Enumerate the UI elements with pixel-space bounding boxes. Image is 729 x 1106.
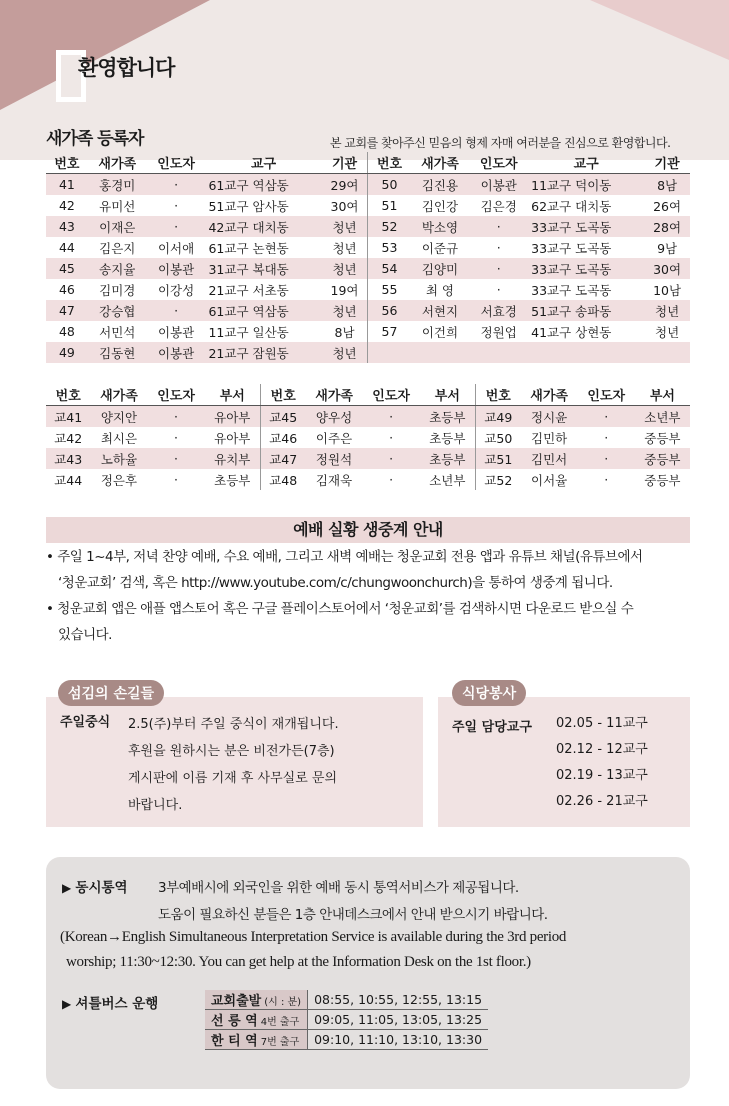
- table-cell: 이준규: [411, 237, 470, 258]
- stop-name: 선 릉 역: [211, 1014, 258, 1029]
- table-cell: 55: [368, 279, 411, 300]
- table-cell: 51교구 송파동: [528, 300, 644, 321]
- table-cell: 이봉관: [147, 342, 206, 363]
- table-cell: 최 영: [411, 279, 470, 300]
- table-cell: 28여: [644, 216, 690, 237]
- table-cell: 21교구 잠원동: [205, 342, 321, 363]
- table-cell: 이봉관: [147, 321, 206, 342]
- table-cell: 유아부: [205, 406, 261, 428]
- table-cell: ·: [363, 427, 420, 448]
- table-cell: 41교구 상현동: [528, 321, 644, 342]
- table-cell: 청년: [644, 300, 690, 321]
- table-cell: 11교구 일산동: [205, 321, 321, 342]
- table-cell: 42교구 대치동: [205, 216, 321, 237]
- table-cell: 이서애: [147, 237, 206, 258]
- kitchen-label: 주일 담당교구: [452, 720, 532, 735]
- shuttle-table: [205, 990, 488, 1050]
- table-cell: 김인강: [411, 195, 470, 216]
- table-cell: 교47: [260, 448, 305, 469]
- column-header: 새가족: [521, 384, 578, 406]
- table-cell: 초등부: [205, 469, 261, 490]
- table-cell: 양지안: [90, 406, 147, 428]
- table-cell: 정시윤: [521, 406, 578, 428]
- table-cell: 31교구 복대동: [205, 258, 321, 279]
- table-cell: 49: [46, 342, 88, 363]
- hands-line: 2.5(주)부터 주일 중식이 재개됩니다.: [128, 717, 339, 732]
- table-row: [46, 469, 690, 490]
- column-header: 새가족: [90, 384, 147, 406]
- table-cell: ·: [578, 448, 635, 469]
- hands-label: 주일중식: [60, 715, 111, 730]
- triangle-icon: ▶: [62, 997, 76, 1011]
- table-cell: 송지율: [88, 258, 147, 279]
- table-cell: 57: [368, 321, 411, 342]
- table-cell: 19여: [322, 279, 368, 300]
- hands-line: 게시판에 이름 기재 후 사무실로 문의: [128, 771, 338, 786]
- table-cell: 김민하: [521, 427, 578, 448]
- interp-line2: 도움이 필요하신 분들은 1층 안내데스크에서 안내 받으시기 바랍니다.: [158, 907, 548, 923]
- table-cell: ·: [469, 237, 528, 258]
- column-header: 번호: [368, 152, 411, 174]
- column-header: 교구: [205, 152, 321, 174]
- table-cell: [411, 342, 470, 363]
- table-cell: 21교구 서초동: [205, 279, 321, 300]
- table-cell: 김재욱: [306, 469, 363, 490]
- table-cell: 유치부: [205, 448, 261, 469]
- column-header: 새가족: [306, 384, 363, 406]
- table-cell: 초등부: [420, 427, 476, 448]
- table-cell: 이봉관: [469, 174, 528, 196]
- table-cell: ·: [363, 469, 420, 490]
- interp-label: ▶ 동시통역: [62, 880, 128, 896]
- table-cell: 30여: [322, 195, 368, 216]
- table-cell: ·: [147, 216, 206, 237]
- stop-name: 교회출발: [211, 994, 262, 1009]
- table-cell: 41: [46, 174, 88, 196]
- page-title: 환영합니다: [78, 56, 175, 80]
- table-cell: 김양미: [411, 258, 470, 279]
- broadcast-text: [46, 544, 696, 648]
- column-header: 새가족: [88, 152, 147, 174]
- shuttle-row: [205, 1030, 488, 1050]
- table-cell: 9남: [644, 237, 690, 258]
- table-cell: 44: [46, 237, 88, 258]
- table-cell: [469, 342, 528, 363]
- table-cell: 26여: [644, 195, 690, 216]
- table-cell: 유아부: [205, 427, 261, 448]
- shuttle-stop: [205, 1030, 308, 1050]
- table-cell: ·: [147, 195, 206, 216]
- table-cell: 33교구 도곡동: [528, 258, 644, 279]
- table-cell: 김은지: [88, 237, 147, 258]
- table-cell: 교43: [46, 448, 90, 469]
- column-header: 인도자: [147, 152, 206, 174]
- hands-line: 바랍니다.: [128, 798, 183, 813]
- table-row: [46, 237, 690, 258]
- column-header: 부서: [205, 384, 261, 406]
- table-cell: ·: [469, 258, 528, 279]
- table-header: [46, 152, 690, 174]
- welcome-note: 본 교회를 찾아주신 믿음의 형제 자매 여러분을 진심으로 환영합니다.: [330, 136, 671, 150]
- table-cell: 청년: [322, 342, 368, 363]
- table-cell: ·: [578, 406, 635, 428]
- table-cell: [368, 342, 411, 363]
- school-table: [46, 384, 690, 490]
- triangle-icon: ▶: [62, 881, 76, 895]
- kitchen-schedule: [556, 711, 648, 815]
- column-header: 인도자: [578, 384, 635, 406]
- table-row: [46, 174, 690, 196]
- column-header: 기관: [322, 152, 368, 174]
- table-cell: ·: [147, 174, 206, 196]
- table-cell: 정원석: [306, 448, 363, 469]
- table-cell: 33교구 도곡동: [528, 237, 644, 258]
- table-cell: ·: [147, 300, 206, 321]
- newcomers-title: 새가족 등록자: [46, 129, 144, 149]
- broadcast-line: • 주일 1~4부, 저녁 찬양 예배, 수요 예배, 그리고 새벽 예배는 청운교회 전용 앱과 유튜브 채널(유튜브에서: [46, 549, 643, 565]
- interp-en1: (Korean→English Simultaneous Interpretation Service is available during the 3rd period: [60, 929, 567, 945]
- table-row: [46, 448, 690, 469]
- table-cell: 45: [46, 258, 88, 279]
- stop-name: 한 티 역: [211, 1034, 258, 1049]
- table-cell: 30여: [644, 258, 690, 279]
- kitchen-row: 02.19 - 13교구: [556, 768, 648, 783]
- stop-sub: 7번 출구: [260, 1037, 300, 1048]
- kitchen-row: 02.05 - 11교구: [556, 716, 648, 731]
- table-cell: 박소영: [411, 216, 470, 237]
- table-cell: 이건희: [411, 321, 470, 342]
- table-cell: 교45: [260, 406, 305, 428]
- table-cell: 61교구 역삼동: [205, 300, 321, 321]
- shuttle-stop: [205, 990, 308, 1010]
- table-cell: 김미경: [88, 279, 147, 300]
- table-row: [46, 216, 690, 237]
- table-cell: 교41: [46, 406, 90, 428]
- table-cell: 52: [368, 216, 411, 237]
- table-cell: 교50: [476, 427, 521, 448]
- shuttle-label: ▶ 셔틀버스 운행: [62, 996, 159, 1012]
- table-cell: 서현지: [411, 300, 470, 321]
- table-cell: 54: [368, 258, 411, 279]
- table-cell: 47: [46, 300, 88, 321]
- shuttle-times: 08:55, 10:55, 12:55, 13:15: [308, 990, 488, 1010]
- table-cell: 김민서: [521, 448, 578, 469]
- stop-sub: 4번 출구: [260, 1017, 300, 1028]
- table-cell: 최시은: [90, 427, 147, 448]
- kitchen-row: 02.26 - 21교구: [556, 794, 648, 809]
- table-cell: 33교구 도곡동: [528, 216, 644, 237]
- table-cell: ·: [578, 469, 635, 490]
- table-cell: 노하율: [90, 448, 147, 469]
- hands-line: 후원을 원하시는 분은 비전가든(7층): [128, 744, 335, 759]
- table-cell: 61교구 역삼동: [205, 174, 321, 196]
- shuttle-times: 09:10, 11:10, 13:10, 13:30: [308, 1030, 488, 1050]
- column-header: 부서: [635, 384, 690, 406]
- broadcast-line: • 청운교회 앱은 애플 앱스토어 혹은 구글 플레이스토어에서 ‘청운교회’를 검색하시면 다운로드 받으실 수: [46, 601, 634, 617]
- table-cell: 50: [368, 174, 411, 196]
- table-cell: 교42: [46, 427, 90, 448]
- broadcast-line: 있습니다.: [58, 627, 112, 643]
- table-cell: [528, 342, 644, 363]
- hands-text: [128, 711, 339, 819]
- table-cell: 소년부: [635, 406, 690, 428]
- column-header: 번호: [46, 384, 90, 406]
- table-cell: 중등부: [635, 427, 690, 448]
- table-cell: ·: [148, 448, 205, 469]
- table-cell: 56: [368, 300, 411, 321]
- hands-badge: 섬김의 손길들: [58, 680, 164, 706]
- table-cell: 홍경미: [88, 174, 147, 196]
- table-cell: 김은경: [469, 195, 528, 216]
- table-row: [46, 258, 690, 279]
- table-cell: 8남: [644, 174, 690, 196]
- table-cell: 정은후: [90, 469, 147, 490]
- column-header: 인도자: [148, 384, 205, 406]
- table-row: [46, 279, 690, 300]
- column-header: 교구: [528, 152, 644, 174]
- table-cell: 이서율: [521, 469, 578, 490]
- table-cell: ·: [578, 427, 635, 448]
- broadcast-banner: 예배 실황 생중계 안내: [46, 517, 690, 543]
- table-cell: ·: [148, 469, 205, 490]
- shuttle-row: [205, 1010, 488, 1030]
- table-cell: 중등부: [635, 469, 690, 490]
- table-cell: 33교구 도곡동: [528, 279, 644, 300]
- table-cell: 초등부: [420, 406, 476, 428]
- table-cell: 61교구 논현동: [205, 237, 321, 258]
- shuttle-stop: [205, 1010, 308, 1030]
- shuttle-row: [205, 990, 488, 1010]
- table-cell: 교44: [46, 469, 90, 490]
- table-cell: 청년: [322, 258, 368, 279]
- column-header: 번호: [476, 384, 521, 406]
- column-header: 번호: [46, 152, 88, 174]
- table-cell: 청년: [322, 216, 368, 237]
- newcomers-table: [46, 152, 690, 363]
- table-cell: 53: [368, 237, 411, 258]
- table-cell: 중등부: [635, 448, 690, 469]
- table-cell: ·: [363, 448, 420, 469]
- column-header: 인도자: [363, 384, 420, 406]
- shuttle-times: 09:05, 11:05, 13:05, 13:25: [308, 1010, 488, 1030]
- table-cell: 51교구 암사동: [205, 195, 321, 216]
- table-cell: 51: [368, 195, 411, 216]
- kitchen-row: 02.12 - 12교구: [556, 742, 648, 757]
- table-cell: 62교구 대치동: [528, 195, 644, 216]
- table-cell: 29여: [322, 174, 368, 196]
- table-row: [46, 195, 690, 216]
- table-cell: 교48: [260, 469, 305, 490]
- table-cell: 김동현: [88, 342, 147, 363]
- table-cell: 유미선: [88, 195, 147, 216]
- column-header: 기관: [644, 152, 690, 174]
- table-cell: 11교구 덕이동: [528, 174, 644, 196]
- table-row: [46, 300, 690, 321]
- column-header: 번호: [260, 384, 305, 406]
- table-cell: 이봉관: [147, 258, 206, 279]
- broadcast-line: ‘청운교회’ 검색, 혹은 http://www.youtube.com/c/chungwoonchurch)을 통하여 생중계 됩니다.: [58, 575, 613, 591]
- table-cell: 교51: [476, 448, 521, 469]
- stop-sub: (시 : 분): [264, 997, 302, 1008]
- table-cell: 42: [46, 195, 88, 216]
- column-header: 부서: [420, 384, 476, 406]
- table-row: [46, 342, 690, 363]
- table-cell: ·: [148, 406, 205, 428]
- table-cell: 양우성: [306, 406, 363, 428]
- interp-line1: 3부예배시에 외국인을 위한 예배 동시 통역서비스가 제공됩니다.: [158, 880, 519, 896]
- table-header: [46, 384, 690, 406]
- table-row: [46, 406, 690, 428]
- table-cell: 서민석: [88, 321, 147, 342]
- table-cell: 46: [46, 279, 88, 300]
- table-row: [46, 321, 690, 342]
- interp-en2: worship; 11:30~12:30. You can get help at the Information Desk on the 1st floor.): [66, 954, 531, 970]
- table-cell: 청년: [322, 300, 368, 321]
- table-cell: 교52: [476, 469, 521, 490]
- table-cell: 정원업: [469, 321, 528, 342]
- table-cell: 교46: [260, 427, 305, 448]
- table-cell: 10남: [644, 279, 690, 300]
- kitchen-badge: 식당봉사: [452, 680, 526, 706]
- table-cell: ·: [469, 216, 528, 237]
- table-cell: 청년: [322, 237, 368, 258]
- table-cell: ·: [469, 279, 528, 300]
- table-cell: 이재은: [88, 216, 147, 237]
- table-cell: 교49: [476, 406, 521, 428]
- table-cell: 서효경: [469, 300, 528, 321]
- table-cell: ·: [148, 427, 205, 448]
- table-cell: ·: [363, 406, 420, 428]
- table-cell: 48: [46, 321, 88, 342]
- table-cell: 김진용: [411, 174, 470, 196]
- table-row: [46, 427, 690, 448]
- column-header: 새가족: [411, 152, 470, 174]
- column-header: 인도자: [469, 152, 528, 174]
- table-cell: 소년부: [420, 469, 476, 490]
- table-cell: 강승협: [88, 300, 147, 321]
- table-cell: 청년: [644, 321, 690, 342]
- table-cell: 8남: [322, 321, 368, 342]
- table-cell: 이주은: [306, 427, 363, 448]
- table-cell: 43: [46, 216, 88, 237]
- table-cell: [644, 342, 690, 363]
- table-cell: 초등부: [420, 448, 476, 469]
- table-cell: 이강성: [147, 279, 206, 300]
